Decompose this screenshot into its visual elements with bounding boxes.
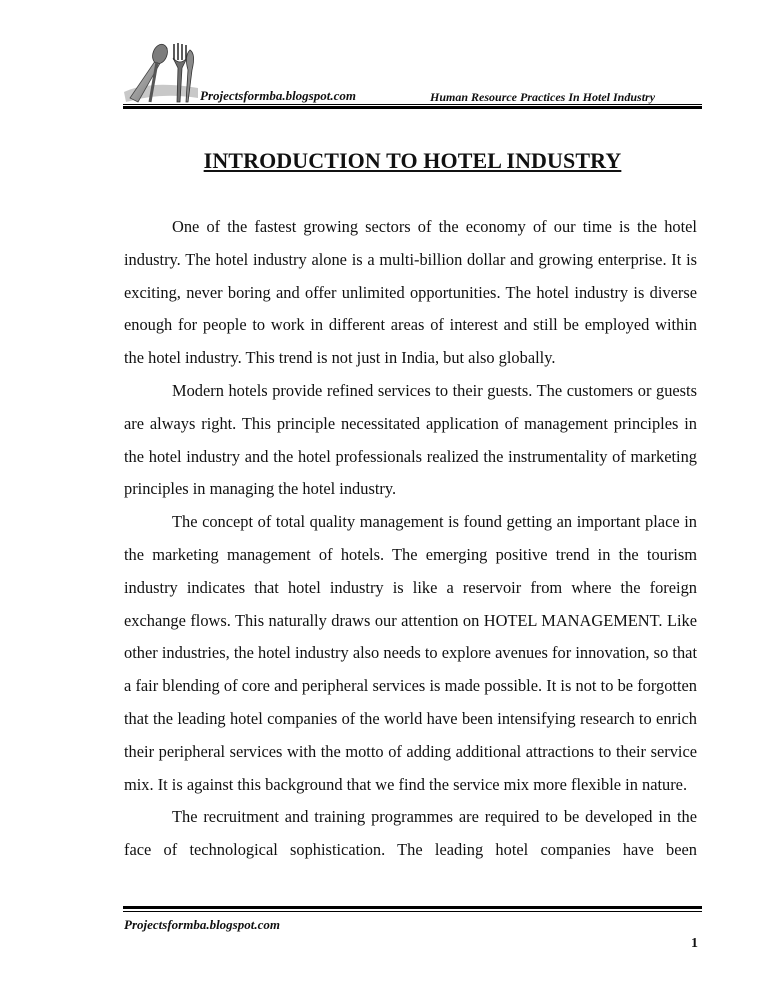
header-site-name: Projectsformba.blogspot.com (200, 88, 356, 103)
paragraph: The concept of total quality management is found getting an important place in the marketing management of hotels. The emerging positive trend in the tourism industry indicates that hotel industry is like a reservoir from where the foreign exchange flows. This naturally draws our attention on HOTEL MANAGEMENT. Like other industries, the hotel industry also needs to explore avenues for innovation, so that a fair blending of core and peripheral services is made possible. It is not to be forgotten that the leading hotel companies of the world have been intensifying research to enrich their peripheral services with the motto of adding additional attractions to their service mix. It is against this background that we find the service mix more flexible in nature. (124, 512, 697, 794)
page-number: 1 (691, 936, 698, 951)
header-rule-thick (123, 106, 702, 109)
cutlery-logo-icon (120, 40, 202, 106)
paragraph: Modern hotels provide refined services to their guests. The customers or guests are always right. This principle necessitated application of management principles in the hotel industry and the hotel professionals realized the instrumentality of marketing principles in managing the hotel industry. (124, 380, 697, 499)
paragraph: The recruitment and training programmes are required to be developed in the face of technological sophistication. The leading hotel companies have been (124, 807, 697, 860)
footer-site-name: Projectsformba.blogspot.com (124, 917, 280, 932)
page-title: INTRODUCTION TO HOTEL INDUSTRY (203, 148, 622, 173)
paragraph: One of the fastest growing sectors of the economy of our time is the hotel industry. The hotel industry alone is a multi-billion dollar and growing enterprise. It is exciting, never boring and offer unlimited opportunities. The hotel industry is diverse enough for people to work in different areas of interest and still be employed within the hotel industry. This trend is not just in India, but also globally. (124, 217, 697, 368)
document-body (124, 211, 697, 867)
footer-rule-thick (123, 906, 702, 909)
header-document-title: Human Resource Practices In Hotel Industry (430, 90, 656, 104)
header-rule-thin (123, 104, 702, 105)
footer-rule-thin (123, 911, 702, 912)
